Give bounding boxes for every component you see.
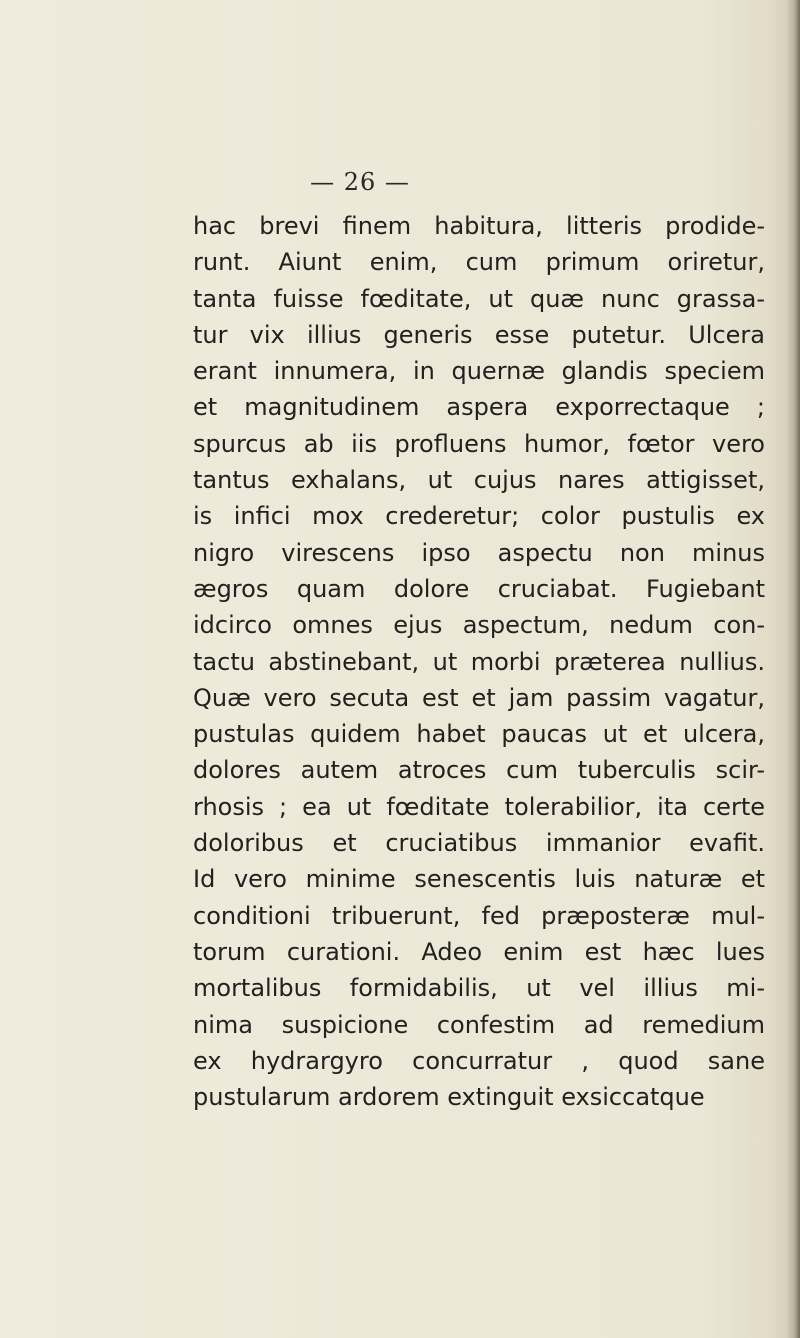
text-line: nigro virescens ipso aspectu non minus	[193, 538, 765, 567]
text-line: erant innumera, in quernæ glandis speciem	[193, 357, 765, 386]
page-number: — 26 —	[310, 168, 410, 196]
body-text	[193, 208, 765, 1115]
text-line: tur vix illius generis esse putetur. Ulcera	[193, 320, 765, 349]
text-line: rhosis ; ea ut fœditate tolerabilior, ita certe	[193, 792, 765, 821]
text-line: tanta fuisse fœditate, ut quæ nunc grassa-	[193, 284, 765, 313]
text-line: tantus exhalans, ut cujus nares attigisset,	[193, 466, 765, 495]
text-line: idcirco omnes ejus aspectum, nedum con-	[193, 611, 765, 640]
text-line: Id vero minime senescentis luis naturæ et	[193, 865, 765, 894]
text-line: runt. Aiunt enim, cum primum oriretur,	[193, 248, 765, 277]
text-line: pustularum ardorem extinguit exsiccatque	[193, 1083, 705, 1112]
text-line: is infici mox crederetur; color pustulis ex	[193, 502, 765, 531]
text-line: nima suspicione confestim ad remedium	[193, 1010, 765, 1039]
text-line: ex hydrargyro concurratur , quod sane	[193, 1046, 765, 1075]
text-line: et magnitudinem aspera exporrectaque ;	[193, 393, 765, 422]
text-line: mortalibus formidabilis, ut vel illius mi-	[193, 974, 765, 1003]
text-line: hac brevi finem habitura, litteris prodide-	[193, 212, 765, 240]
text-line: doloribus et cruciatibus immanior evafit.	[193, 829, 765, 858]
text-line: conditioni tribuerunt, fed præposteræ mul-	[193, 901, 765, 930]
text-line: spurcus ab iis profluens humor, fœtor vero	[193, 429, 765, 458]
page-edge-shadow	[786, 0, 800, 1338]
text-line: dolores autem atroces cum tuberculis scir-	[193, 756, 765, 785]
text-line: Quæ vero secuta est et jam passim vagatur,	[193, 683, 765, 712]
text-line: tactu abstinebant, ut morbi præterea nullius.	[193, 647, 765, 676]
text-line: ægros quam dolore cruciabat. Fugiebant	[193, 574, 765, 603]
text-line: pustulas quidem habet paucas ut et ulcera,	[193, 720, 765, 749]
text-line: torum curationi. Adeo enim est hæc lues	[193, 937, 765, 966]
